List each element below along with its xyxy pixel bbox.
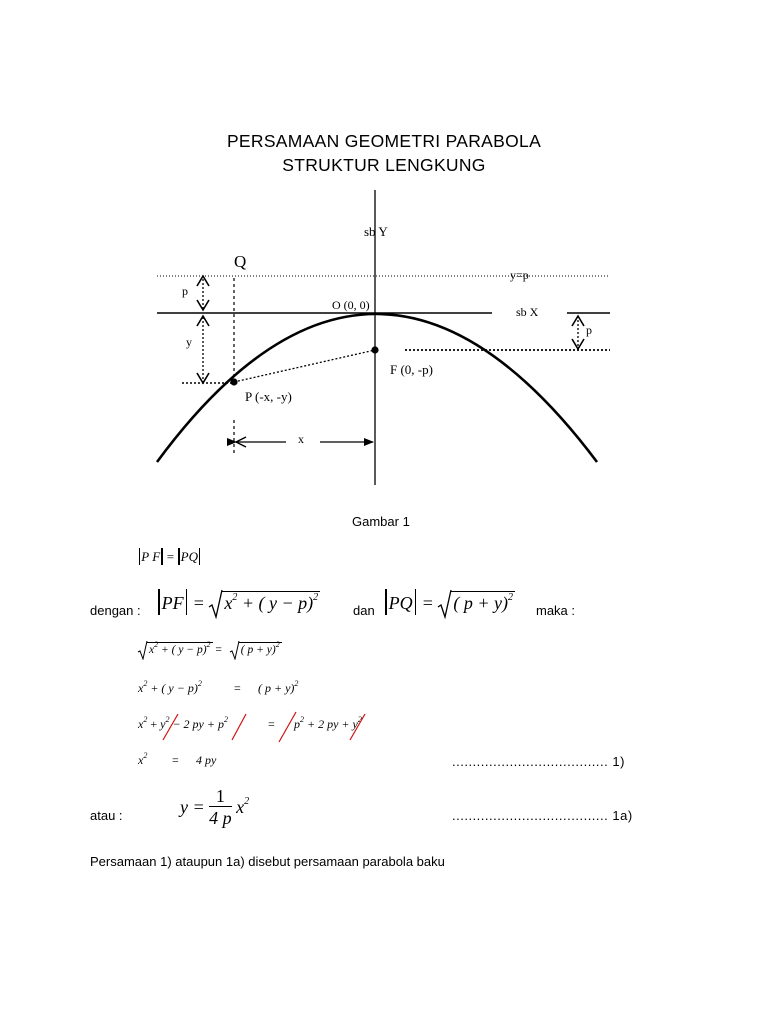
equation-line-3-right: $p^2 + 2$ py + $y^2$ <box>294 715 362 731</box>
cancel-p2-right <box>279 712 296 742</box>
equation-line-4-left: $x^2$ <box>138 751 148 767</box>
conclusion-text: Persamaan 1) ataupun 1a) disebut persamaan parabola baku <box>90 854 445 869</box>
reference-1: ...................................... 1) <box>452 754 625 769</box>
pq-definition: PQ = ( p + y)$^2$ <box>383 589 515 615</box>
equation-line-3-eq: = <box>268 717 275 731</box>
cancel-y2-right <box>350 714 365 740</box>
pf-equals-pq: P F = PQ <box>138 548 201 565</box>
dan-label: dan <box>353 603 375 618</box>
atau-label: atau : <box>90 808 123 823</box>
point-p <box>230 378 237 385</box>
equation-line-2: $x^2$ + ( y − p)$^2$ <box>138 679 202 695</box>
focus-label: F (0, -p) <box>390 362 433 377</box>
y-left-label: y <box>186 335 192 349</box>
point-f <box>371 346 378 353</box>
maka-label: maka : <box>536 603 576 618</box>
x-dim-label: x <box>298 432 304 446</box>
equation-line-4-right: 4 py <box>196 753 217 767</box>
point-label: P (-x, -y) <box>245 389 292 404</box>
equation-line-2-right: ( p + y)$^2$ <box>258 679 299 695</box>
figure-caption: Gambar 1 <box>352 514 410 529</box>
q-label: Q <box>234 252 247 271</box>
equation-line-2-eq: = <box>234 681 241 695</box>
pf-dotted-line <box>234 350 375 382</box>
cancel-strokes <box>0 700 768 760</box>
p-right-label: p <box>586 323 592 337</box>
axis-y-label: sb Y <box>364 224 388 239</box>
equation-line-3: $x^2 + y^2 - 2$ py + $p^2$ <box>138 715 228 731</box>
fraction-equation: y = $\frac{1}{4 p}$ $x^2$ <box>180 786 250 828</box>
origin-label: O (0, 0) <box>332 298 370 312</box>
equation-line-4-eq: = <box>172 753 179 767</box>
p-left-label: p <box>182 284 188 298</box>
equation-line-1: $x^2$ + ( y − p)$^2$ = ( p + y)$^2$ <box>137 642 282 658</box>
axis-x-label: sb X <box>516 305 539 319</box>
parabola-figure <box>0 0 768 500</box>
page-title: PERSAMAAN GEOMETRI PARABOLA <box>226 131 542 151</box>
reference-1a: ...................................... 1a) <box>452 808 633 823</box>
cancel-p2-left <box>232 714 246 740</box>
pf-definition: PF = $x^2$ + ( y − p)$^2$ <box>156 589 320 615</box>
cancel-y2-left <box>163 714 178 740</box>
page-subtitle: STRUKTUR LENGKUNG <box>282 155 486 175</box>
parabola-curve <box>157 314 597 462</box>
directrix-label: y=p <box>510 268 529 282</box>
dengan-label: dengan : <box>90 603 141 618</box>
